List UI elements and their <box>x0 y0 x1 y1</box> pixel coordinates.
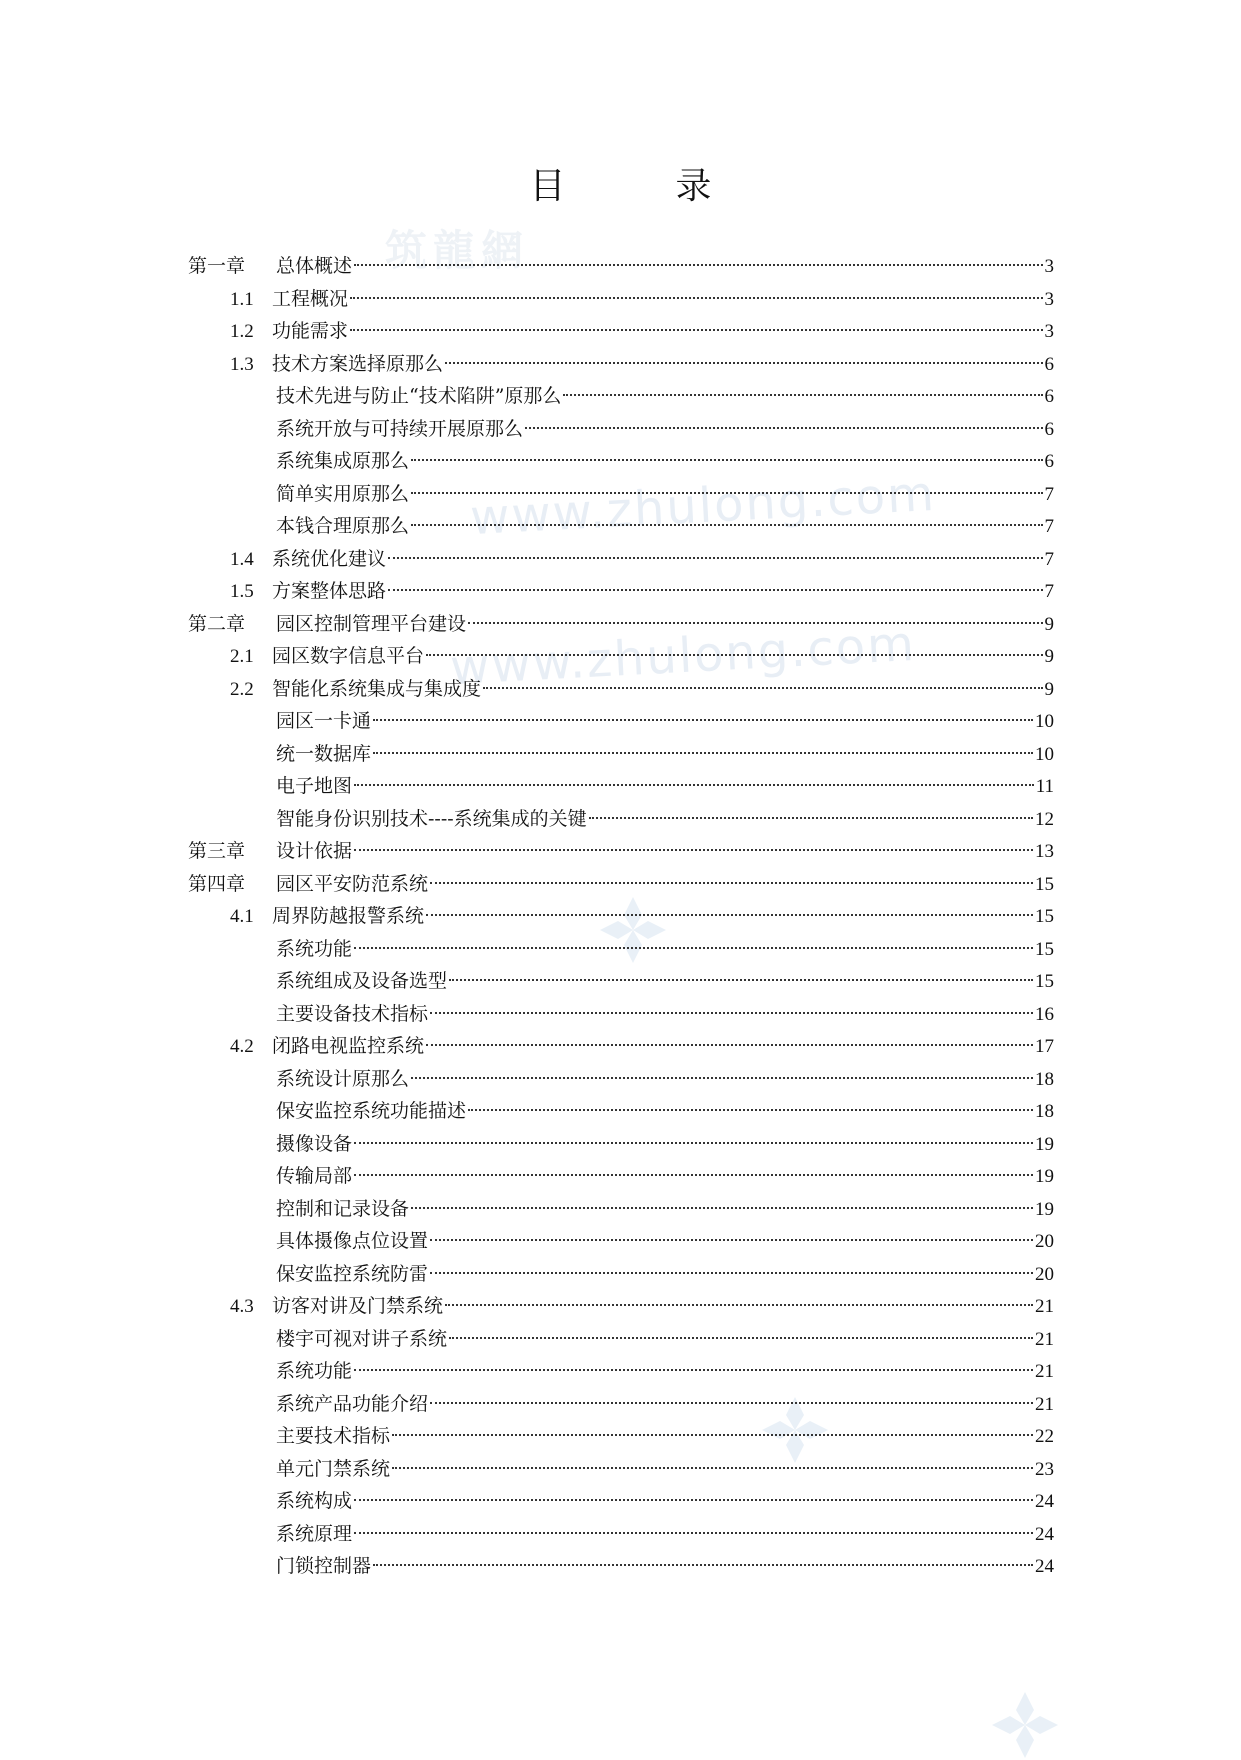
toc-entry-label: 电子地图 <box>276 775 353 797</box>
toc-dot-leader <box>354 264 1042 266</box>
toc-entry-label: 摄像设备 <box>276 1132 353 1155</box>
toc-dot-leader <box>468 1109 1033 1111</box>
toc-entry-label: 单元门禁系统 <box>276 1457 391 1480</box>
toc-entry[interactable] <box>188 1193 1054 1226</box>
toc-entry[interactable] <box>188 900 1054 933</box>
toc-dot-leader <box>373 752 1033 754</box>
toc-dot-leader <box>411 459 1042 461</box>
toc-entry-label: 智能化系统集成与集成度 <box>272 677 482 700</box>
toc-entry-number: 1.1 <box>230 288 254 310</box>
toc-dot-leader <box>468 622 1042 624</box>
toc-entry-label: 系统优化建议 <box>272 547 387 570</box>
toc-entry-page-number: 10 <box>1035 711 1054 732</box>
toc-dot-leader <box>449 1337 1033 1339</box>
toc-entry-page-number: 24 <box>1035 1523 1054 1545</box>
toc-dot-leader <box>388 557 1042 559</box>
toc-entry-label: 系统原理 <box>276 1522 353 1545</box>
toc-dot-leader <box>430 882 1033 884</box>
toc-entry[interactable] <box>188 1355 1054 1388</box>
toc-entry[interactable] <box>188 315 1054 348</box>
toc-entry-label: 系统功能 <box>276 937 353 960</box>
toc-entry[interactable] <box>188 1388 1054 1421</box>
toc-entry-label: 系统构成 <box>276 1490 353 1512</box>
toc-entry[interactable] <box>188 1323 1054 1356</box>
toc-entry-number: 4.2 <box>230 1036 254 1057</box>
toc-entry-label: 系统开放与可持续开展原那么 <box>276 417 524 440</box>
toc-entry[interactable] <box>188 1063 1054 1096</box>
toc-entry[interactable] <box>188 543 1054 576</box>
toc-entry-page-number: 19 <box>1035 1166 1054 1187</box>
toc-entry-label: 园区数字信息平台 <box>272 645 425 667</box>
toc-entry-page-number: 15 <box>1035 906 1054 927</box>
toc-entry[interactable] <box>188 965 1054 998</box>
toc-entry-page-number: 18 <box>1035 1068 1054 1090</box>
toc-entry-number: 4.3 <box>230 1296 254 1317</box>
toc-entry-page-number: 7 <box>1044 548 1054 570</box>
toc-dot-leader <box>350 297 1042 299</box>
toc-dot-leader <box>563 394 1042 396</box>
toc-entry-label: 园区一卡通 <box>276 710 372 732</box>
toc-entry-label: 楼宇可视对讲子系统 <box>276 1327 448 1350</box>
toc-entry-number: 2.1 <box>230 646 254 667</box>
toc-entry-label: 传输局部 <box>276 1165 353 1187</box>
toc-entry[interactable] <box>188 1518 1054 1551</box>
toc-entry-label: 技术方案选择原那么 <box>272 352 444 375</box>
toc-entry-label: 本钱合理原那么 <box>276 515 410 537</box>
toc-entry[interactable] <box>188 673 1054 706</box>
toc-dot-leader <box>350 329 1042 331</box>
toc-entry-page-number: 19 <box>1035 1198 1054 1220</box>
toc-entry-page-number: 21 <box>1035 1296 1054 1317</box>
toc-entry[interactable] <box>188 1030 1054 1063</box>
watermark-snowflake-icon <box>990 1690 1060 1760</box>
toc-entry-page-number: 9 <box>1044 646 1054 667</box>
toc-entry[interactable] <box>188 608 1054 641</box>
toc-entry[interactable] <box>188 1225 1054 1258</box>
toc-entry-page-number: 9 <box>1044 678 1054 700</box>
toc-entry-page-number: 7 <box>1044 581 1054 602</box>
toc-entry[interactable] <box>188 770 1054 803</box>
toc-dot-leader <box>430 1402 1033 1404</box>
toc-entry-page-number: 7 <box>1044 483 1054 505</box>
toc-entry-label: 控制和记录设备 <box>276 1197 410 1220</box>
toc-entry-label: 周界防越报警系统 <box>272 905 425 927</box>
toc-dot-leader <box>525 427 1042 429</box>
toc-entry-label: 技术先进与防止“技术陷阱”原那么 <box>276 385 562 407</box>
toc-dot-leader <box>411 1077 1033 1079</box>
toc-dot-leader <box>426 1044 1033 1046</box>
toc-dot-leader <box>589 817 1033 819</box>
toc-entry-page-number: 22 <box>1035 1426 1054 1447</box>
watermark-url-text: www.zhulong.com <box>468 465 938 547</box>
page-title-char: 录 <box>675 166 712 207</box>
toc-dot-leader <box>430 1012 1033 1014</box>
toc-entry[interactable] <box>188 445 1054 478</box>
toc-dot-leader <box>373 1564 1033 1566</box>
toc-dot-leader <box>354 1532 1033 1534</box>
toc-entry-page-number: 20 <box>1035 1231 1054 1252</box>
toc-entry[interactable] <box>188 348 1054 381</box>
toc-entry-number: 4.1 <box>230 906 254 927</box>
toc-entry[interactable] <box>188 1485 1054 1518</box>
toc-entry-page-number: 12 <box>1035 808 1054 830</box>
toc-entry-page-number: 7 <box>1044 516 1054 537</box>
page-title <box>0 158 1241 209</box>
toc-dot-leader <box>426 914 1033 916</box>
toc-entry-page-number: 3 <box>1044 321 1054 342</box>
table-of-contents <box>188 250 1054 1583</box>
toc-entry[interactable] <box>188 933 1054 966</box>
toc-entry-page-number: 19 <box>1035 1133 1054 1155</box>
toc-entry-page-number: 18 <box>1035 1101 1054 1122</box>
toc-entry-page-number: 24 <box>1035 1491 1054 1512</box>
toc-dot-leader <box>445 1304 1033 1306</box>
toc-entry-number: 第二章 <box>188 613 246 635</box>
toc-entry-label: 系统设计原那么 <box>276 1067 410 1090</box>
toc-entry[interactable] <box>188 380 1054 413</box>
toc-dot-leader <box>449 979 1033 981</box>
toc-entry-label: 工程概况 <box>272 287 349 310</box>
toc-entry-label: 保安监控系统功能描述 <box>276 1100 467 1122</box>
toc-entry[interactable] <box>188 1160 1054 1193</box>
toc-entry-label: 闭路电视监控系统 <box>272 1035 425 1057</box>
toc-entry-label: 系统产品功能介绍 <box>276 1392 429 1415</box>
toc-entry-label: 访客对讲及门禁系统 <box>272 1295 444 1317</box>
toc-dot-leader <box>392 1434 1033 1436</box>
toc-entry-page-number: 6 <box>1044 451 1054 472</box>
toc-entry-page-number: 11 <box>1035 776 1054 797</box>
toc-entry-page-number: 6 <box>1044 386 1054 407</box>
toc-entry[interactable] <box>188 835 1054 868</box>
toc-dot-leader <box>426 654 1042 656</box>
toc-entry-label: 设计依据 <box>276 840 353 862</box>
toc-entry-page-number: 17 <box>1035 1036 1054 1057</box>
toc-dot-leader <box>354 849 1033 851</box>
toc-entry-label: 方案整体思路 <box>272 580 387 602</box>
toc-entry-page-number: 15 <box>1035 938 1054 960</box>
toc-dot-leader <box>411 492 1042 494</box>
toc-entry[interactable] <box>188 868 1054 901</box>
toc-entry-label: 简单实用原那么 <box>276 482 410 505</box>
toc-entry-number: 1.5 <box>230 581 254 602</box>
toc-entry[interactable] <box>188 510 1054 543</box>
toc-entry[interactable] <box>188 1420 1054 1453</box>
toc-entry-number: 1.4 <box>230 548 254 570</box>
toc-dot-leader <box>445 362 1042 364</box>
toc-entry[interactable] <box>188 1258 1054 1291</box>
toc-entry-label: 系统功能 <box>276 1360 353 1382</box>
toc-entry-number: 第四章 <box>188 873 246 895</box>
toc-dot-leader <box>354 784 1034 786</box>
toc-entry[interactable] <box>188 283 1054 316</box>
watermark-logo: 筑龍網 <box>385 226 530 275</box>
toc-entry-page-number: 15 <box>1035 971 1054 992</box>
toc-entry-page-number: 3 <box>1044 288 1054 310</box>
toc-entry-page-number: 21 <box>1035 1361 1054 1382</box>
toc-dot-leader <box>373 719 1033 721</box>
toc-entry-label: 门锁控制器 <box>276 1555 372 1577</box>
toc-entry-label: 系统集成原那么 <box>276 450 410 472</box>
toc-entry-number: 第一章 <box>188 256 246 277</box>
toc-dot-leader <box>354 1499 1033 1501</box>
toc-entry-page-number: 15 <box>1035 873 1054 895</box>
toc-entry-label: 园区控制管理平台建设 <box>276 612 467 635</box>
toc-entry-number: 第三章 <box>188 841 246 862</box>
toc-dot-leader <box>354 1369 1033 1371</box>
toc-entry-page-number: 21 <box>1035 1328 1054 1350</box>
page-title-char: 目 <box>529 166 566 207</box>
toc-entry-label: 系统组成及设备选型 <box>276 970 448 992</box>
toc-entry[interactable] <box>188 640 1054 673</box>
toc-entry-page-number: 9 <box>1044 613 1054 635</box>
toc-dot-leader <box>354 947 1033 949</box>
toc-entry-number: 2.2 <box>230 678 254 700</box>
toc-dot-leader <box>392 1467 1033 1469</box>
toc-entry[interactable] <box>188 478 1054 511</box>
toc-entry[interactable] <box>188 1550 1054 1583</box>
toc-entry-label: 保安监控系统防雷 <box>276 1262 429 1285</box>
toc-dot-leader <box>430 1239 1033 1241</box>
toc-entry-label: 智能身份识别技术----系统集成的关键 <box>276 807 587 830</box>
toc-entry[interactable] <box>188 1128 1054 1161</box>
toc-dot-leader <box>483 687 1042 689</box>
toc-entry-label: 总体概述 <box>276 255 353 277</box>
toc-dot-leader <box>354 1142 1033 1144</box>
toc-entry[interactable] <box>188 1095 1054 1128</box>
toc-entry-number: 1.3 <box>230 353 254 375</box>
toc-entry-page-number: 10 <box>1035 743 1054 765</box>
toc-entry-page-number: 24 <box>1035 1556 1054 1577</box>
toc-entry-page-number: 16 <box>1035 1003 1054 1025</box>
toc-dot-leader <box>411 524 1042 526</box>
toc-entry-number: 1.2 <box>230 321 254 342</box>
toc-dot-leader <box>388 589 1042 591</box>
toc-entry-label: 统一数据库 <box>276 742 372 765</box>
toc-dot-leader <box>354 1174 1033 1176</box>
toc-entry[interactable] <box>188 250 1054 283</box>
toc-entry-page-number: 6 <box>1044 353 1054 375</box>
toc-entry[interactable] <box>188 738 1054 771</box>
toc-dot-leader <box>411 1207 1033 1209</box>
toc-entry[interactable] <box>188 803 1054 836</box>
toc-entry-page-number: 20 <box>1035 1263 1054 1285</box>
toc-entry-page-number: 6 <box>1044 418 1054 440</box>
watermark-url-text: www.zhulong.com <box>448 615 918 697</box>
toc-entry-label: 主要技术指标 <box>276 1425 391 1447</box>
toc-entry[interactable] <box>188 575 1054 608</box>
toc-entry[interactable] <box>188 1453 1054 1486</box>
toc-dot-leader <box>430 1272 1033 1274</box>
toc-entry[interactable] <box>188 998 1054 1031</box>
toc-entry-label: 园区平安防范系统 <box>276 872 429 895</box>
toc-entry-page-number: 3 <box>1044 256 1054 277</box>
toc-entry-label: 具体摄像点位设置 <box>276 1230 429 1252</box>
toc-entry[interactable] <box>188 1290 1054 1323</box>
toc-entry[interactable] <box>188 413 1054 446</box>
toc-entry-page-number: 13 <box>1035 841 1054 862</box>
toc-entry-label: 主要设备技术指标 <box>276 1002 429 1025</box>
toc-entry-page-number: 21 <box>1035 1393 1054 1415</box>
toc-entry[interactable] <box>188 705 1054 738</box>
toc-entry-page-number: 23 <box>1035 1458 1054 1480</box>
toc-entry-label: 功能需求 <box>272 320 349 342</box>
